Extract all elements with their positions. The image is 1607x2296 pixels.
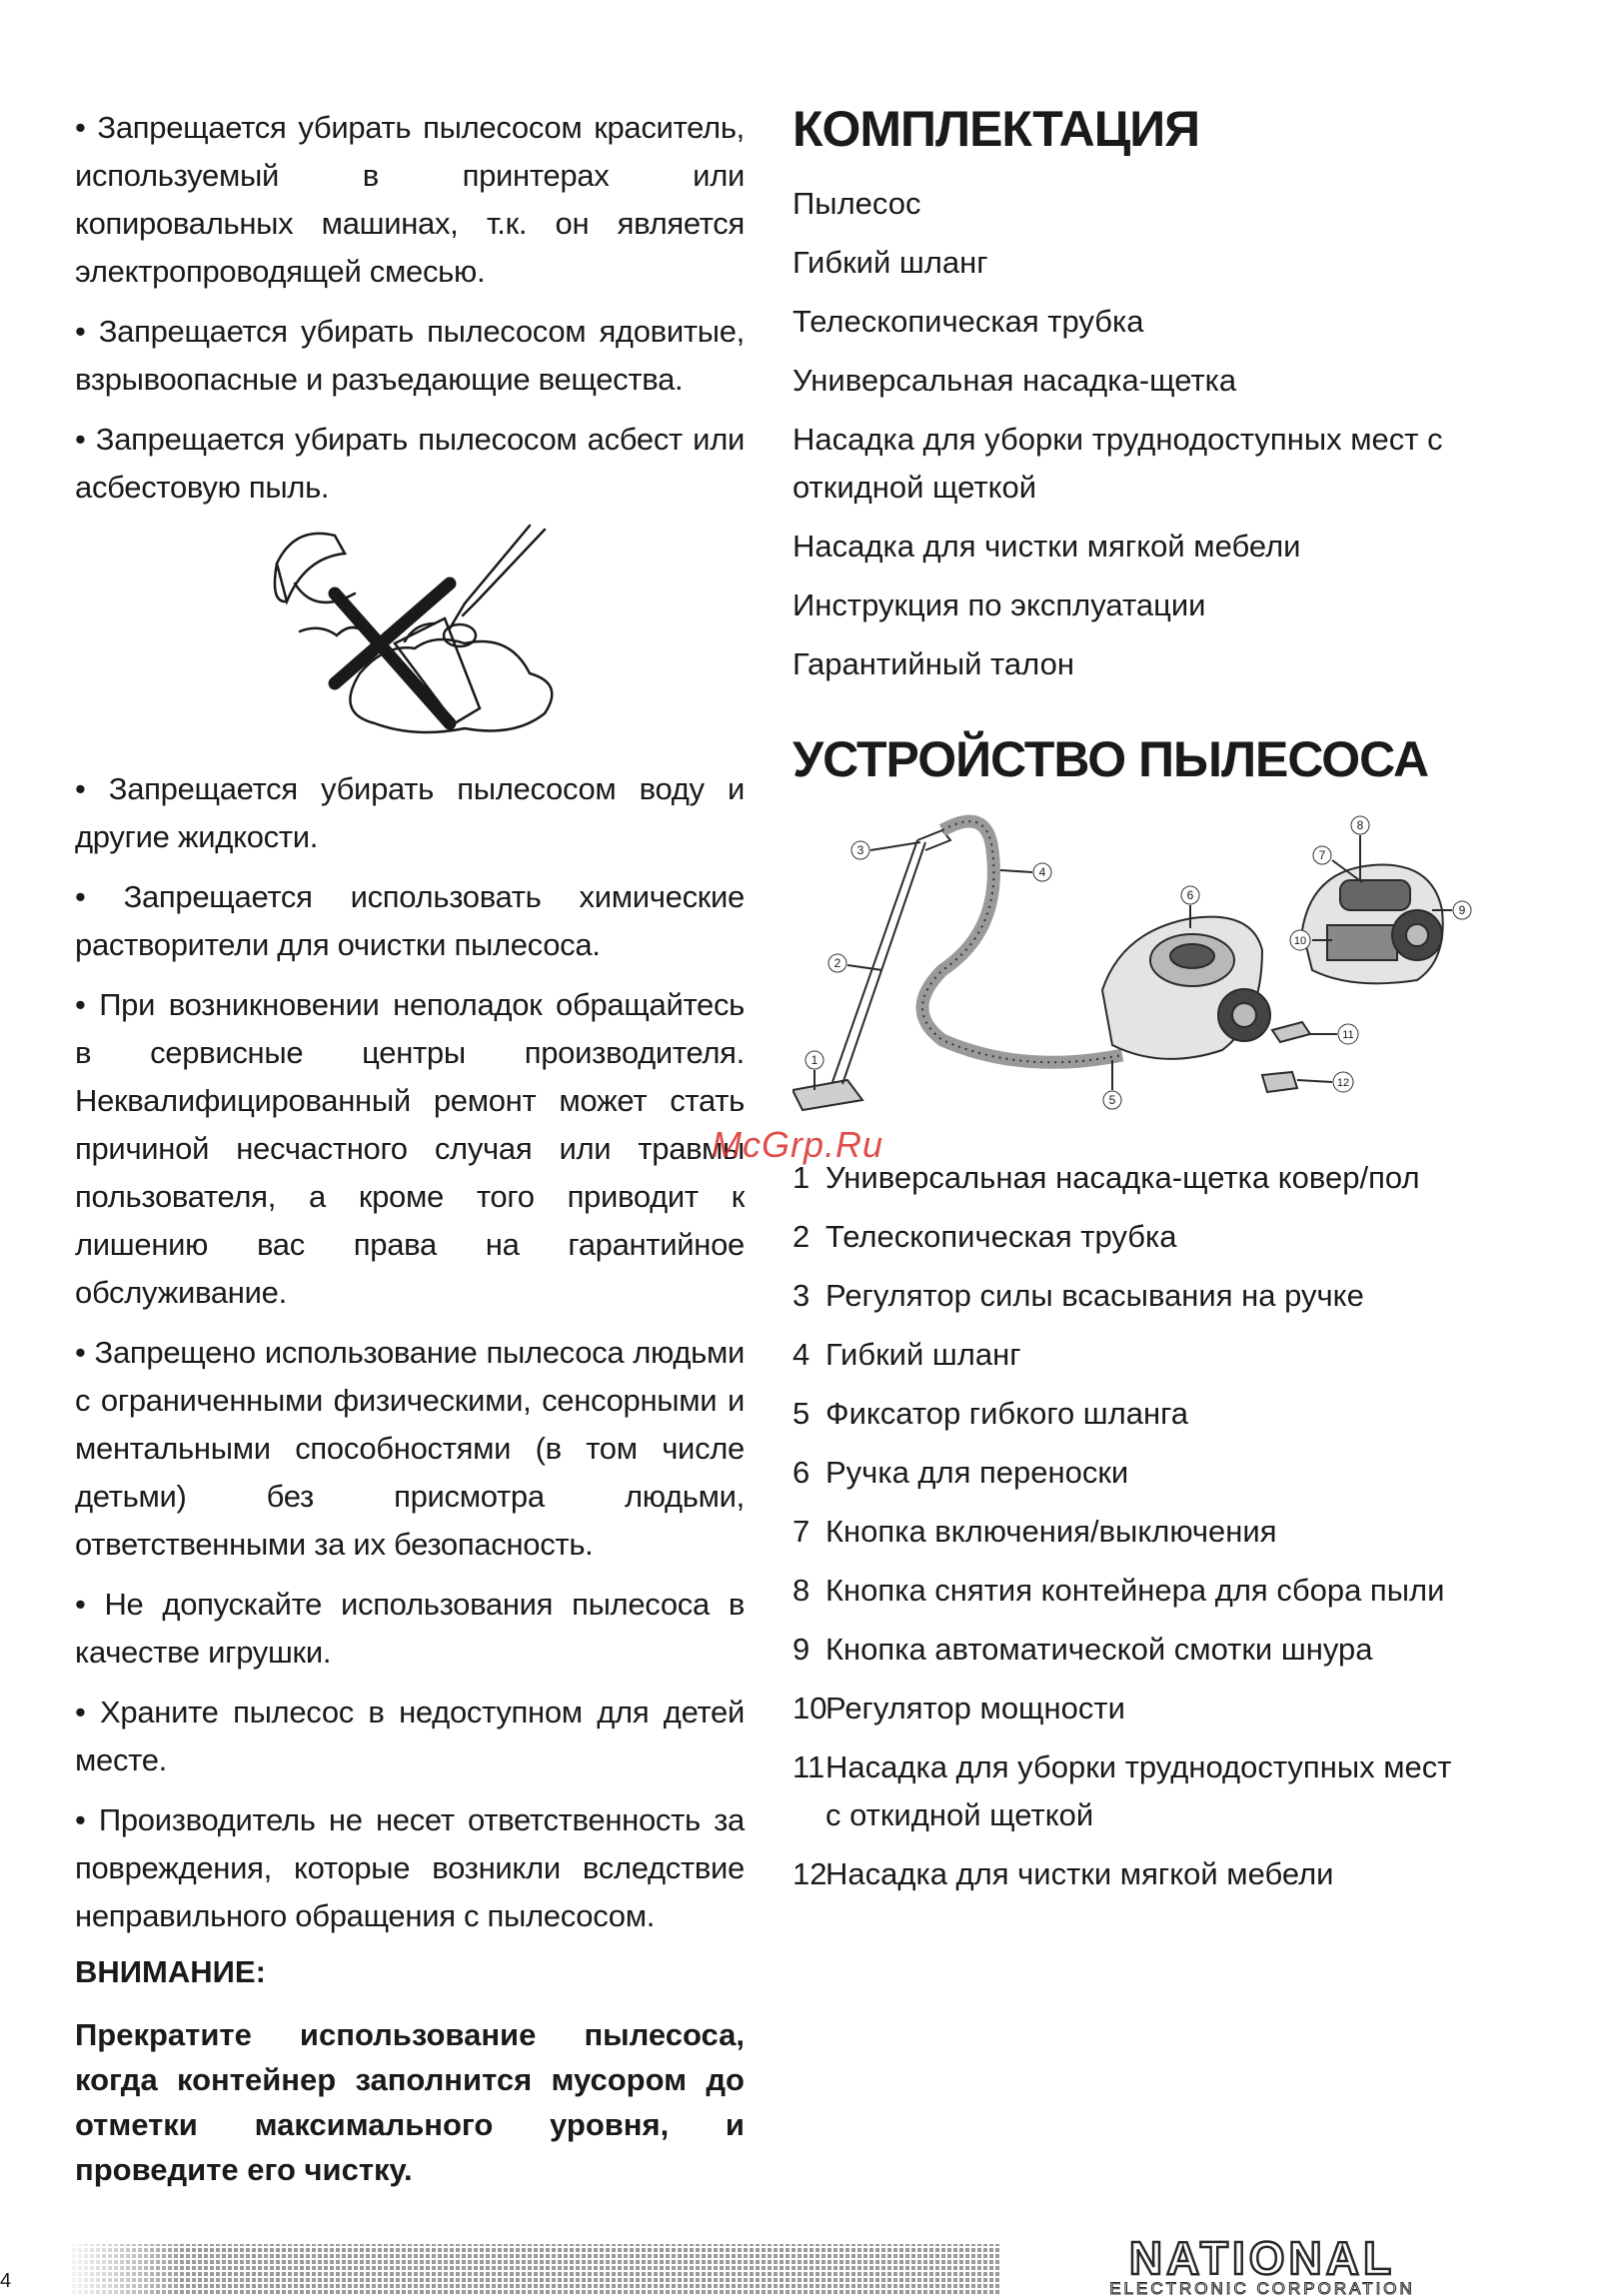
svg-text:3: 3 (856, 843, 864, 857)
rule-paragraph: • Запрещается убирать пылесосом ядовитые, взрывоопасные и разъедающие вещества. (75, 308, 745, 404)
part-text: Кнопка автоматической смотки шнура (825, 1632, 1373, 1667)
rule-paragraph: • При возникновении неполадок обращайтесь в сервисные центры производителя. Неквалифицированный ремонт может стать причиной несчастного случая или травмы пользователя, а кроме того приводит к лишению вас права на гарантийное обслуживание. (75, 981, 745, 1317)
kit-item: Пылесос (793, 186, 921, 221)
part-text: Кнопка включения/выключения (825, 1514, 1277, 1549)
svg-text:9: 9 (1458, 903, 1466, 917)
part-number: 1 (793, 1160, 810, 1195)
svg-text:2: 2 (833, 956, 841, 970)
part-number: 12 (793, 1856, 827, 1891)
rule-paragraph: • Запрещено использование пылесоса людьми с ограниченными физическими, сенсорными и ментальными способностями (в том числе детьми) без присмотра людьми, ответственными за их безопасность. (75, 1329, 745, 1569)
svg-text:7: 7 (1318, 848, 1326, 862)
svg-text:12: 12 (1336, 1077, 1350, 1089)
kit-item: Насадка для чистки мягкой мебели (793, 529, 1301, 564)
right-column (793, 100, 1466, 1909)
part-text: Насадка для уборки труднодоступных мест с откидной щеткой (825, 1749, 1452, 1832)
rule-paragraph: • Запрещается использовать химические растворители для очистки пылесоса. (75, 873, 745, 969)
warning-text: Прекратите использование пылесоса, когда контейнер заполнится мусором до отметки максимального уровня, и проведите его чистку. (75, 2017, 745, 2187)
national-logo (1057, 2234, 1467, 2296)
part-text: Телескопическая трубка (825, 1219, 1177, 1254)
diagram-label-3 (851, 841, 869, 859)
part-item (793, 1390, 1462, 1438)
parts-list (793, 1154, 1462, 1898)
part-text: Гибкий шланг (825, 1337, 1021, 1372)
page-number: 4 (0, 2270, 12, 2292)
left-column (75, 104, 745, 2192)
svg-text:11: 11 (1342, 1029, 1354, 1041)
diagram-label-5 (1103, 1091, 1121, 1109)
part-item (793, 1743, 1462, 1839)
kit-title: КОМПЛЕКТАЦИЯ (793, 101, 1200, 157)
part-number: 4 (793, 1337, 810, 1372)
kit-item: Гарантийный талон (793, 646, 1074, 681)
part-number: 9 (793, 1632, 810, 1667)
part-number: 6 (793, 1455, 810, 1490)
warning-title: ВНИМАНИЕ: (75, 1954, 266, 1989)
svg-text:ELECTRONIC CORPORATION: ELECTRONIC CORPORATION (1109, 2279, 1415, 2296)
vacuum-diagram (793, 810, 1472, 1140)
kit-item: Универсальная насадка-щетка (793, 363, 1237, 398)
svg-text:8: 8 (1356, 818, 1364, 832)
kit-item: Телескопическая трубка (793, 304, 1144, 339)
part-item (793, 1154, 1462, 1202)
part-text: Регулятор мощности (825, 1691, 1125, 1725)
diagram-label-6 (1181, 886, 1199, 904)
svg-text:1: 1 (810, 1053, 818, 1067)
rule-paragraph: • Производитель не несет ответственность за повреждения, которые возникли вследствие неправильного обращения с пылесосом. (75, 1796, 745, 1940)
svg-text:5: 5 (1108, 1093, 1116, 1107)
rule-paragraph: • Храните пылесос в недоступном для детей месте. (75, 1689, 745, 1784)
kit-item: Гибкий шланг (793, 245, 988, 280)
diagram-label-2 (828, 954, 846, 972)
diagram-label-8 (1351, 816, 1369, 834)
part-text: Кнопка снятия контейнера для сбора пыли (825, 1573, 1445, 1608)
part-text: Ручка для переноски (825, 1455, 1129, 1490)
part-item (793, 1213, 1462, 1261)
device-title: УСТРОЙСТВО ПЫЛЕСОСА (793, 731, 1429, 787)
svg-text:10: 10 (1293, 935, 1307, 947)
watermark: McGrp.Ru (712, 1124, 884, 1165)
rule-paragraph: • Запрещается убирать пылесосом воду и другие жидкости. (75, 765, 745, 861)
part-item (793, 1850, 1462, 1898)
rule-paragraph: • Запрещается убирать пылесосом краситель, используемый в принтерах или копировальных машинах, т.к. он является электропроводящей смесью. (75, 104, 745, 296)
svg-text:6: 6 (1186, 888, 1194, 902)
svg-text:4: 4 (1038, 865, 1046, 879)
kit-item: Насадка для уборки труднодоступных мест с откидной щеткой (793, 422, 1443, 505)
diagram-label-1 (805, 1051, 823, 1069)
part-text: Универсальная насадка-щетка ковер/пол (825, 1160, 1420, 1195)
part-number: 11 (793, 1749, 825, 1784)
diagram-label-7 (1313, 846, 1331, 864)
rule-paragraph: • Запрещается убирать пылесосом асбест или асбестовую пыль. (75, 416, 745, 512)
part-item (793, 1626, 1462, 1674)
diagram-label-9 (1453, 901, 1471, 919)
diagram-label-12 (1333, 1072, 1353, 1092)
part-item (793, 1331, 1462, 1379)
part-number: 5 (793, 1396, 810, 1431)
diagram-label-11 (1338, 1024, 1358, 1044)
part-number: 7 (793, 1514, 810, 1549)
part-item (793, 1272, 1462, 1320)
part-number: 3 (793, 1278, 810, 1313)
part-item (793, 1685, 1462, 1732)
prohibited-use-illustration (265, 524, 585, 743)
svg-text:NATIONAL: NATIONAL (1128, 2234, 1396, 2284)
part-number: 8 (793, 1573, 810, 1608)
part-item (793, 1508, 1462, 1556)
part-number: 10 (793, 1691, 827, 1725)
part-text: Насадка для чистки мягкой мебели (825, 1856, 1334, 1891)
part-text: Регулятор силы всасывания на ручке (825, 1278, 1364, 1313)
footer-dot-pattern (72, 2236, 1001, 2296)
diagram-label-4 (1033, 863, 1051, 881)
part-number: 2 (793, 1219, 810, 1254)
part-text: Фиксатор гибкого шланга (825, 1396, 1188, 1431)
part-item (793, 1449, 1462, 1497)
kit-list (793, 180, 1462, 688)
rule-paragraph: • Не допускайте использования пылесоса в качестве игрушки. (75, 1581, 745, 1677)
kit-item: Инструкция по эксплуатации (793, 587, 1206, 622)
part-item (793, 1567, 1462, 1615)
diagram-label-10 (1290, 930, 1310, 950)
